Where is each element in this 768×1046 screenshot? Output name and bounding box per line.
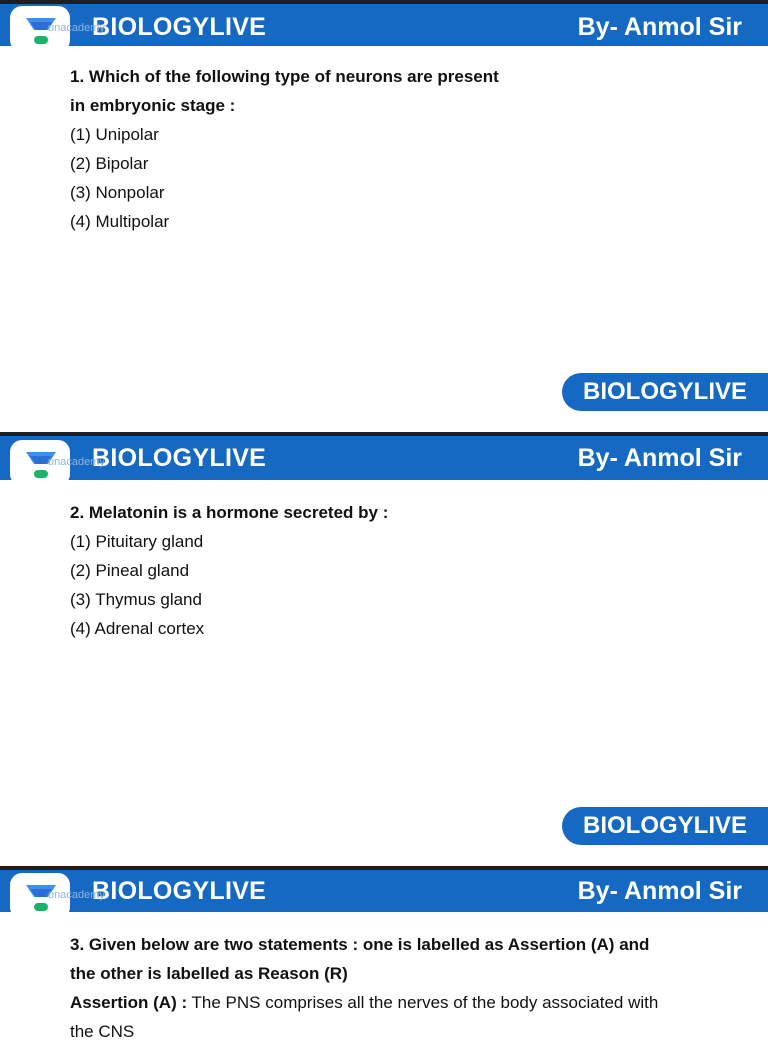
footer-badge: BIOLOGYLIVE [562,373,768,411]
brand-title: BIOLOGYLIVE [92,444,267,472]
author-label: By- Anmol Sir [577,444,742,472]
header-bar [0,436,768,480]
header-bar [0,4,768,46]
brand-title: BIOLOGYLIVE [92,13,267,41]
option-item: (1) Unipolar [70,125,159,144]
option-item: (1) Pituitary gland [70,532,204,551]
unacademy-logo-icon [10,873,105,919]
option-item: (4) Adrenal cortex [70,619,205,638]
question-1 [70,62,728,236]
option-item: (2) Pineal gland [70,561,190,580]
brand-title: BIOLOGYLIVE [92,877,267,905]
logo-watermark-text: unacademy [48,22,105,34]
option-item: (2) Bipolar [70,154,149,173]
question-text: 1. Which of the following type of neurons are present [70,67,499,86]
slide-1 [0,0,768,432]
header-bar [0,870,768,912]
assertion-line [70,988,714,1017]
slide-2 [0,436,768,868]
question-text: 3. Given below are two statements : one is labelled as Assertion (A) and [70,935,650,954]
unacademy-logo-icon [10,6,105,52]
question-2 [70,498,728,643]
assertion-continuation: the CNS [70,1022,135,1041]
assertion-label: Assertion (A) : [70,993,188,1012]
question-text: the other is labelled as Reason (R) [70,964,348,983]
logo-watermark-text: unacademy [48,889,105,901]
option-item: (4) Multipolar [70,212,170,231]
assertion-text: The PNS comprises all the nerves of the body associated with [187,993,659,1012]
footer-badge: BIOLOGYLIVE [562,807,768,845]
logo-watermark-text: unacademy [48,456,105,468]
option-item: (3) Thymus gland [70,590,202,609]
question-3 [70,930,714,1046]
slide-3 [0,870,768,1041]
author-label: By- Anmol Sir [577,13,742,41]
unacademy-logo-icon [10,440,105,486]
author-label: By- Anmol Sir [577,877,742,905]
question-text: 2. Melatonin is a hormone secreted by : [70,503,389,522]
question-text: in embryonic stage : [70,96,236,115]
option-item: (3) Nonpolar [70,183,165,202]
